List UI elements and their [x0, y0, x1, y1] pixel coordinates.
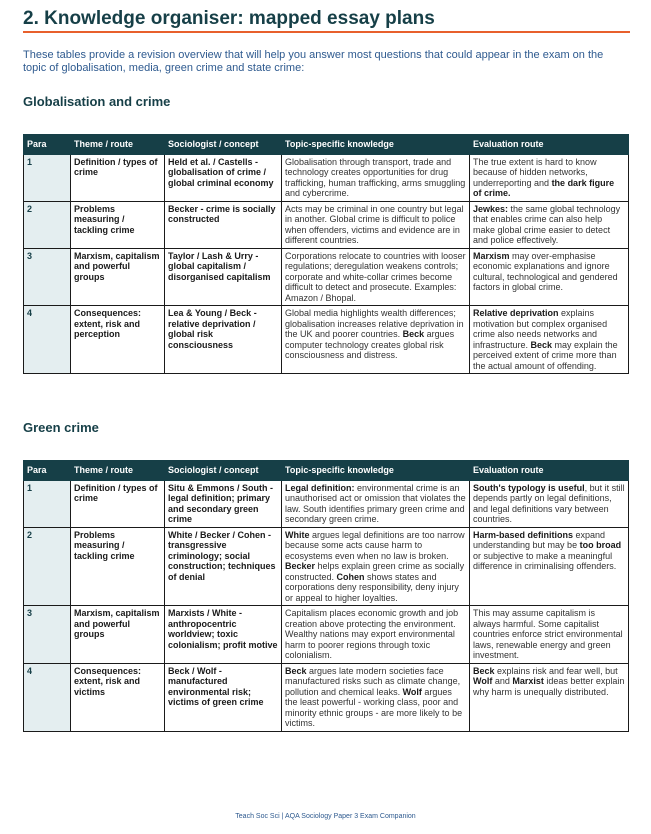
column-header: Theme / route [71, 461, 165, 481]
para-cell: 3 [24, 248, 71, 306]
theme-cell: Problems measuring / tackling crime [71, 527, 165, 606]
essay-plan-table-globalisation [23, 134, 629, 374]
column-header: Topic-specific knowledge [282, 135, 470, 155]
theme-cell: Marxism, capitalism and powerful groups [71, 248, 165, 306]
theme-cell: Consequences: extent, risk and perception [71, 306, 165, 374]
table-header-row [24, 461, 629, 481]
page-title: 2. Knowledge organiser: mapped essay plans [23, 8, 435, 29]
column-header: Para [24, 461, 71, 481]
para-cell: 4 [24, 306, 71, 374]
theme-cell: Definition / types of crime [71, 480, 165, 527]
sociologist-cell: White / Becker / Cohen - transgressive criminology; social construction; techniques of denial [165, 527, 282, 606]
knowledge-cell: Acts may be criminal in one country but legal in another. Global crime is difficult to police when offenders, victims and evidence are in different countries. [282, 201, 470, 248]
para-cell: 2 [24, 527, 71, 606]
table-header-row [24, 135, 629, 155]
sociologist-cell: Held et al. / Castells - globalisation of crime / global criminal economy [165, 154, 282, 201]
table-row [24, 480, 629, 527]
para-cell: 4 [24, 663, 71, 731]
sociologist-cell: Lea & Young / Beck - relative deprivation / global risk consciousness [165, 306, 282, 374]
evaluation-cell: South's typology is useful, but it still depends partly on legal definitions, and legal definitions vary between countries. [470, 480, 629, 527]
para-cell: 3 [24, 606, 71, 664]
table-row [24, 248, 629, 306]
evaluation-cell: Marxism may over-emphasise economic explanations and ignore cultural, technological and gendered factors in global crime. [470, 248, 629, 306]
theme-cell: Marxism, capitalism and powerful groups [71, 606, 165, 664]
section-heading-green-crime: Green crime [23, 420, 99, 435]
evaluation-cell: Relative deprivation explains motivation but complex organised crime also needs networks and infrastructure. Beck may explain the perceived extent of crime more than the actual amount of offending. [470, 306, 629, 374]
section-heading-globalisation: Globalisation and crime [23, 94, 171, 109]
table-row [24, 201, 629, 248]
title-rule [23, 31, 630, 33]
table-row [24, 663, 629, 731]
intro-text: These tables provide a revision overview that will help you answer most questions that could appear in the exam on the topic of globalisation, media, green crime and state crime: [23, 49, 604, 74]
sociologist-cell: Taylor / Lash & Urry - global capitalism / disorganised capitalism [165, 248, 282, 306]
column-header: Evaluation route [470, 461, 629, 481]
column-header: Para [24, 135, 71, 155]
evaluation-cell: The true extent is hard to know because of hidden networks, underreporting and the dark figure of crime. [470, 154, 629, 201]
page-footer: Teach Soc Sci | AQA Sociology Paper 3 Exam Companion [235, 813, 416, 820]
table-row [24, 154, 629, 201]
theme-cell: Definition / types of crime [71, 154, 165, 201]
knowledge-cell: Legal definition: environmental crime is an unauthorised act or omission that violates the law. South identifies primary green crime and secondary green crime. [282, 480, 470, 527]
column-header: Evaluation route [470, 135, 629, 155]
evaluation-cell: This may assume capitalism is always harmful. Some capitalist countries enforce strict environmental laws, renewable energy and green investment. [470, 606, 629, 664]
essay-plan-table-green-crime [23, 460, 629, 732]
knowledge-cell: Corporations relocate to countries with looser regulations; deregulation weakens controls; corporate and white-collar crimes become difficult to detect and prosecute. Examples: Amazon / Bhopal. [282, 248, 470, 306]
column-header: Theme / route [71, 135, 165, 155]
theme-cell: Problems measuring / tackling crime [71, 201, 165, 248]
column-header: Topic-specific knowledge [282, 461, 470, 481]
column-header: Sociologist / concept [165, 461, 282, 481]
para-cell: 1 [24, 154, 71, 201]
para-cell: 1 [24, 480, 71, 527]
sociologist-cell: Becker - crime is socially constructed [165, 201, 282, 248]
sociologist-cell: Beck / Wolf - manufactured environmental risk; victims of green crime [165, 663, 282, 731]
knowledge-cell: Capitalism places economic growth and job creation above protecting the environment. Wealthy nations may export environmental harm to poorer regions through toxic colonialism. [282, 606, 470, 664]
knowledge-cell: Beck argues late modern societies face manufactured risks such as climate change, pollution and chemical leaks. Wolf argues the least powerful - working class, poor and minority ethnic groups - are more likely to be victims. [282, 663, 470, 731]
knowledge-cell: Globalisation through transport, trade and technology creates opportunities for drug trafficking, human trafficking, arms smuggling and cybercrime. [282, 154, 470, 201]
knowledge-cell: Global media highlights wealth differences; globalisation increases relative deprivation in the UK and poorer countries. Beck argues computer technology creates global risk consciousness and distress. [282, 306, 470, 374]
table-row [24, 606, 629, 664]
evaluation-cell: Jewkes: the same global technology that enables crime can also help make global crime easier to detect and police effectively. [470, 201, 629, 248]
sociologist-cell: Situ & Emmons / South - legal definition; primary and secondary green crime [165, 480, 282, 527]
evaluation-cell: Beck explains risk and fear well, but Wolf and Marxist ideas better explain why harm is unequally distributed. [470, 663, 629, 731]
theme-cell: Consequences: extent, risk and victims [71, 663, 165, 731]
knowledge-cell: White argues legal definitions are too narrow because some acts cause harm to ecosystems even when no law is broken. Becker helps explain green crime as socially constructed. Cohen shows states and corporations deny responsibility, deny injury or appeal to higher loyalties. [282, 527, 470, 606]
sociologist-cell: Marxists / White - anthropocentric worldview; toxic colonialism; profit motive [165, 606, 282, 664]
column-header: Sociologist / concept [165, 135, 282, 155]
para-cell: 2 [24, 201, 71, 248]
table-row [24, 527, 629, 606]
table-row [24, 306, 629, 374]
evaluation-cell: Harm-based definitions expand understanding but may be too broad or subjective to make a meaningful difference in criminalising offenders. [470, 527, 629, 606]
